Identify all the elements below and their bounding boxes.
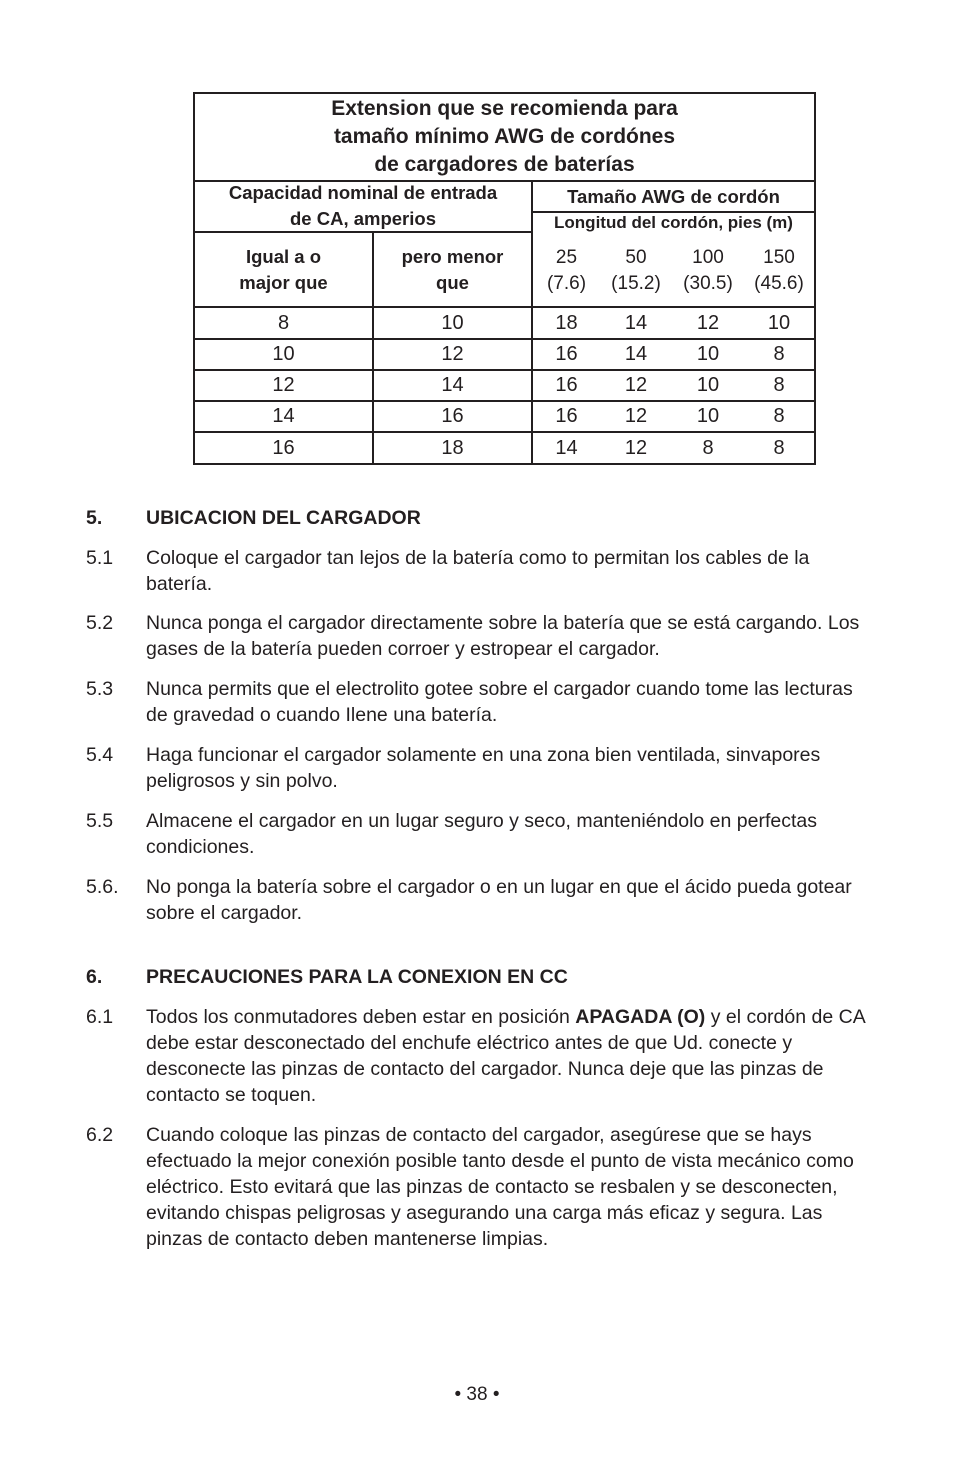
item-text: Haga funcionar el cargador solamente en una zona bien ventilada, sinvapores peligrosos y sin polvo.: [146, 744, 821, 792]
cell: 14: [441, 374, 464, 396]
table-title: [195, 94, 814, 180]
item-number: 6.2: [86, 1124, 114, 1146]
cell: 10: [441, 311, 464, 334]
col-header-less-than: [374, 233, 531, 306]
length-ft: 100: [692, 246, 724, 268]
length-ft: 150: [763, 246, 795, 268]
length-m: (7.6): [546, 272, 587, 294]
cell: 8: [773, 405, 785, 427]
input-rating-header-line: de CA, amperios: [290, 208, 436, 229]
cord-length-header: [533, 213, 814, 233]
item-text: Almacene el cargador en un lugar seguro y seco, manteniéndolo en perfectas condiciones.: [146, 810, 817, 858]
section-number: 6.: [86, 966, 103, 988]
section-title: PRECAUCIONES PARA LA CONEXION EN CC: [146, 966, 568, 988]
cell: 8: [277, 311, 290, 334]
item-text: Cuando coloque las pinzas de contacto del cargador, asegúrese que se hays efectuado la mejor conexión posible tanto desde el punto de vista mecánico como eléctrico. Esto evitará que las pinzas de contacto se resbalen y se desconecten, evitando chispas peligrosas y asegurando una carga más eficaz y segura. Las pinzas de contacto deben mantenerse limpias.: [146, 1124, 854, 1250]
col-header-line: pero menor: [401, 245, 504, 267]
table-title-line: Extension que se recomienda para: [331, 97, 678, 120]
length-100: [672, 235, 744, 306]
cell: 18: [441, 436, 464, 459]
section-title: UBICACION DEL CARGADOR: [146, 507, 421, 529]
cell: 16: [272, 436, 295, 459]
cell: 8: [773, 343, 785, 365]
length-50: [600, 235, 672, 306]
cell: 10: [696, 374, 720, 396]
cell: 12: [272, 374, 295, 396]
item-number: 5.4: [86, 744, 114, 766]
item-text: No ponga la batería sobre el cargador o en un lugar en que el ácido pueda gotear sobre el cargador.: [146, 876, 852, 924]
length-m: (15.2): [611, 272, 661, 294]
cell: 16: [441, 405, 464, 427]
table-title-line: tamaño mínimo AWG de cordónes: [333, 125, 676, 148]
item-number: 5.5: [86, 810, 114, 832]
cell: 12: [624, 374, 648, 396]
cell: 16: [555, 405, 578, 427]
item-text: Coloque el cargador tan lejos de la batería como to permitan los cables de la batería.: [146, 547, 810, 595]
cell: 12: [624, 436, 648, 459]
cell: 8: [773, 374, 785, 396]
item-text: Nunca ponga el cargador directamente sobre la batería que se está cargando. Los gases de la batería pueden corroer y estropear el cargador.: [146, 612, 860, 660]
cell: 10: [696, 343, 720, 365]
awg-size-header: [533, 182, 814, 211]
item-text-emphasis: APAGADA (O): [575, 1006, 706, 1028]
cord-length-header-text: Longitud del cordón, pies (m): [554, 213, 793, 232]
length-25: [533, 235, 600, 306]
length-m: (30.5): [683, 272, 733, 294]
col-header-equal-or-greater: [195, 233, 372, 306]
input-rating-header-line: Capacidad nominal de entrada: [228, 182, 498, 203]
cell: 18: [555, 311, 578, 334]
cell: 8: [773, 436, 785, 459]
col-header-line: que: [436, 271, 469, 293]
section-number: 5.: [86, 507, 103, 529]
cell: 10: [272, 343, 295, 365]
awg-cord-table: [193, 92, 816, 465]
item-text-part: Todos los conmutadores deben estar en posición: [146, 1006, 576, 1028]
cell: 14: [555, 436, 578, 459]
item-number: 5.1: [86, 547, 114, 569]
length-ft: 50: [625, 246, 647, 268]
length-m: (45.6): [754, 272, 804, 294]
cell: 12: [624, 405, 648, 427]
item-number: 5.3: [86, 678, 114, 700]
col-header-line: Igual a o: [245, 245, 322, 267]
item-text: [146, 1004, 866, 1108]
table-title-line: de cargadores de baterías: [374, 153, 635, 176]
item-text: Nunca permits que el electrolito gotee sobre el cargador cuando tome las lecturas de gravedad o cuando Ilene una batería.: [146, 678, 853, 726]
cell: 10: [767, 311, 791, 334]
cell: 14: [624, 311, 648, 334]
cell: 16: [555, 374, 578, 396]
item-text-part: y el cordón de CA debe estar desconectado del enchufe eléctrico antes de que Ud. conecte y desconecte las pinzas de contacto del cargador. Nunca deje que las pinzas de contacto se toquen.: [146, 1006, 865, 1106]
cell: 10: [696, 405, 720, 427]
awg-size-header-text: Tamaño AWG de cordón: [567, 185, 780, 207]
page-number: • 38 •: [454, 1384, 500, 1405]
cell: 14: [624, 343, 648, 365]
cell: 12: [696, 311, 720, 334]
cell: 16: [555, 343, 578, 365]
input-rating-header: [195, 182, 531, 230]
length-ft: 25: [555, 246, 578, 268]
item-number: 5.6.: [86, 876, 119, 898]
length-150: [744, 235, 814, 306]
item-number: 5.2: [86, 612, 114, 634]
cell: 8: [702, 436, 714, 459]
item-number: 6.1: [86, 1006, 114, 1028]
cell: 12: [441, 343, 464, 365]
col-header-line: major que: [239, 271, 328, 293]
cell: 14: [272, 405, 295, 427]
